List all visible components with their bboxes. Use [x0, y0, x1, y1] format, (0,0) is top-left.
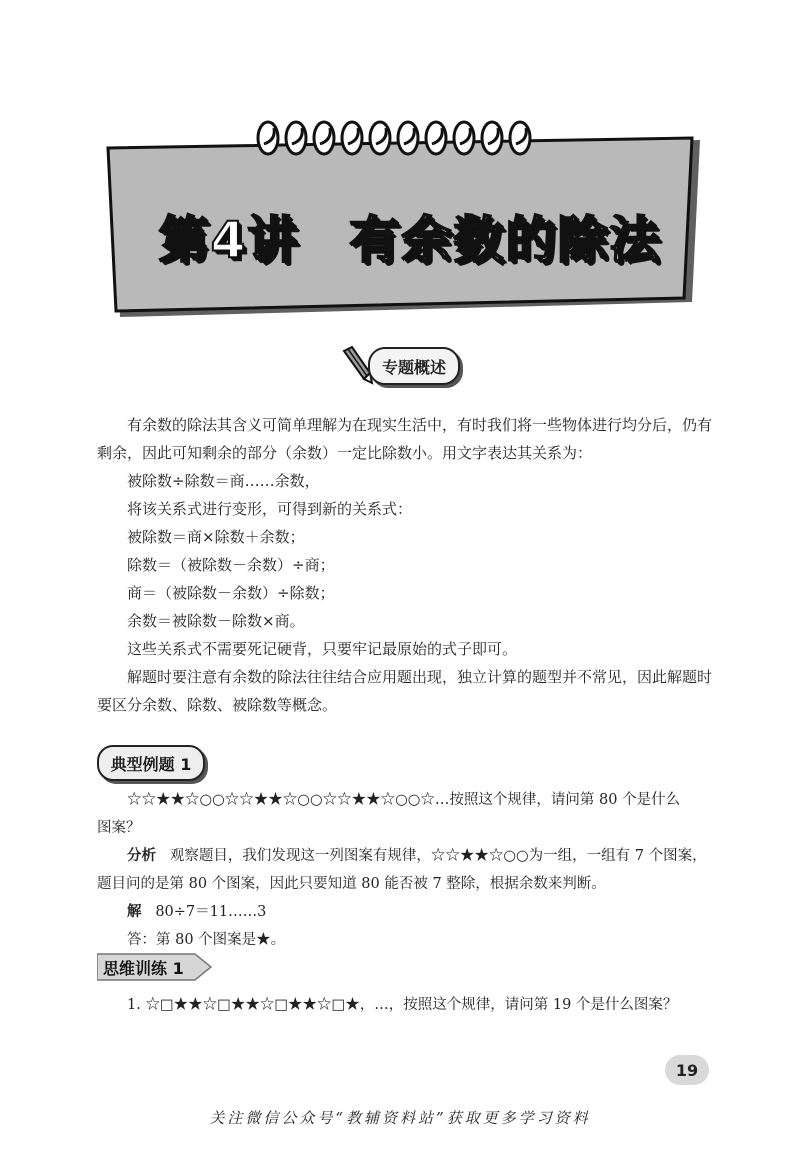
overview-line: 解题时要注意有余数的除法往往结合应用题出现，独立计算的题型并不常见，因此解题时: [127, 668, 713, 686]
chapter-banner: [100, 108, 700, 323]
analysis-line: [127, 843, 707, 870]
overview-line: 余数＝被除数－除数×商。: [127, 612, 305, 630]
solution-line: [127, 899, 266, 926]
page-number: 19: [665, 1055, 709, 1085]
training-label: 思维训练 1: [103, 959, 184, 978]
solution-text: 80÷7＝11……3: [155, 904, 267, 920]
training-header: [97, 952, 217, 982]
example-question: ☆☆★★☆○○☆☆★★☆○○☆☆★★☆○○☆…按照这个规律，请问第 80 个是什么: [127, 792, 681, 808]
training-body: [97, 992, 712, 1022]
section-header: [340, 345, 470, 391]
example-label: 典型例题 1: [97, 745, 205, 781]
overview-line: 被除数÷除数＝商……余数，: [127, 472, 320, 490]
overview-line: 商＝（被除数－余数）÷除数；: [127, 584, 335, 602]
analysis-text: 观察题目，我们发现这一列图案有规律，☆☆★★☆○○为一组，一组有 7 个图案，: [169, 848, 707, 864]
overview-line: 有余数的除法其含义可简单理解为在现实生活中，有时我们将一些物体进行均分后，仍有: [127, 416, 713, 434]
overview-line: 剩余，因此可知剩余的部分（余数）一定比除数小。用文字表达其关系为：: [97, 444, 593, 462]
example-question-cont: 图案？: [97, 820, 141, 836]
solution-term: 解: [127, 904, 142, 920]
analysis-term: 分析: [127, 848, 156, 864]
overview-line: 除数＝（被除数－余数）÷商；: [127, 556, 335, 574]
lecture-title: 有余数的除法: [349, 211, 662, 269]
chapter-title: [130, 196, 690, 276]
example-body: [97, 787, 712, 947]
section-badge: 专题概述: [368, 347, 460, 385]
overview-line: 要区分余数、除数、被除数等概念。: [97, 696, 338, 714]
overview-line: 这些关系式不需要死记硬背，只要牢记最原始的式子即可。: [127, 640, 518, 658]
overview-text: [97, 412, 712, 712]
training-item: 1. ☆□★★☆□★★☆□★★☆□★，…，按照这个规律，请问第 19 个是什么图案？: [127, 997, 678, 1013]
overview-line: 将该关系式进行变形，可得到新的关系式：: [127, 500, 413, 518]
overview-line: 被除数＝商×除数＋余数；: [127, 528, 305, 546]
analysis-line-cont: 题目问的是第 80 个图案，因此只要知道 80 能否被 7 整除，根据余数来判断。: [97, 876, 606, 892]
lecture-number: 第4讲: [158, 211, 300, 269]
footer-note: 关注微信公众号“教辅资料站”获取更多学习资料: [209, 1109, 591, 1127]
answer-line: 答：第 80 个图案是★。: [127, 932, 286, 948]
